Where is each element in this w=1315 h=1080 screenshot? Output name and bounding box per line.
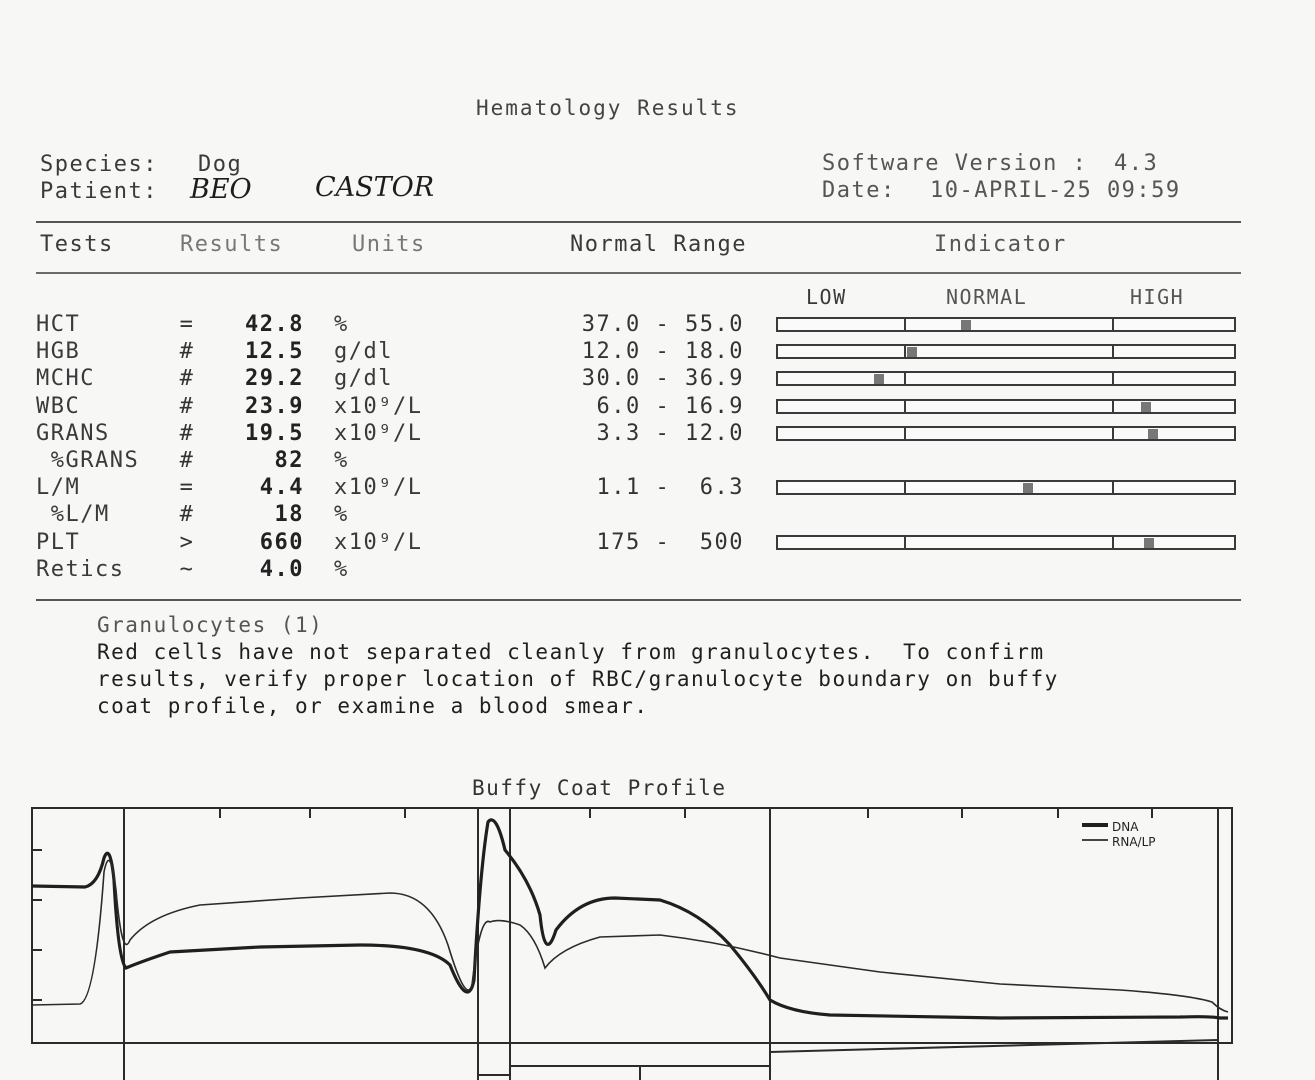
indicator-bar: [776, 480, 1236, 495]
test-name: %GRANS: [36, 448, 140, 473]
header-rule: [36, 221, 1241, 223]
indicator-marker: [1023, 483, 1033, 493]
result-value: 19.5: [245, 421, 304, 446]
indicator-marker: [1148, 429, 1158, 439]
flag: #: [179, 339, 195, 364]
indicator-bar: [776, 371, 1236, 386]
legend-rna-label: RNA/LP: [1112, 835, 1156, 849]
test-name: MCHC: [36, 366, 95, 391]
results-bottom-rule: [36, 599, 1241, 601]
indicator-marker: [907, 347, 917, 357]
test-name: GRANS: [36, 421, 110, 446]
flag: #: [179, 394, 195, 419]
patient-last-name: CASTOR: [315, 172, 435, 203]
chart-legend: [1082, 820, 1156, 849]
result-value: 29.2: [245, 366, 304, 391]
indicator-high-label: HIGH: [1130, 285, 1185, 309]
indicator-low-label: LOW: [806, 285, 847, 309]
indicator-marker: [1141, 402, 1151, 412]
chart-ticks: [32, 808, 1152, 1000]
col-results: Results: [180, 232, 284, 257]
indicator-divider: [904, 535, 906, 550]
result-value: 12.5: [245, 339, 304, 364]
flag: =: [179, 475, 195, 500]
date-label: Date:: [822, 178, 896, 203]
indicator-bar: [776, 399, 1236, 414]
normal-range: 1.1 - 6.3: [596, 475, 744, 500]
chart-frame: [32, 808, 1232, 1080]
indicator-divider: [904, 317, 906, 332]
normal-range: 12.0 - 18.0: [581, 339, 744, 364]
unit: x10⁹/L: [334, 530, 423, 555]
indicator-divider: [1112, 426, 1114, 441]
legend-dna-label: DNA: [1112, 820, 1139, 834]
indicator-bar: [776, 344, 1236, 359]
normal-range: 175 - 500: [596, 530, 744, 555]
rna-lp-curve: [32, 860, 1228, 1012]
flag: #: [179, 502, 195, 527]
unit: %: [334, 502, 349, 527]
software-label: Software Version :: [822, 151, 1088, 176]
indicator-divider: [1112, 371, 1114, 386]
note-line-1: Red cells have not separated cleanly from granulocytes. To confirm: [97, 640, 1045, 664]
test-name: PLT: [36, 530, 81, 555]
test-name: HGB: [36, 339, 81, 364]
unit: %: [334, 557, 349, 582]
software-version: 4.3: [1114, 151, 1159, 176]
dna-curve: [32, 820, 1228, 1018]
col-tests: Tests: [40, 232, 114, 257]
normal-range: 3.3 - 12.0: [596, 421, 744, 446]
species-label: Species:: [40, 152, 158, 177]
unit: %: [334, 312, 349, 337]
columns-rule: [36, 272, 1241, 274]
unit: x10⁹/L: [334, 421, 423, 446]
flag: #: [179, 366, 195, 391]
indicator-divider: [904, 344, 906, 359]
result-value: 660: [259, 530, 304, 555]
indicator-divider: [904, 399, 906, 414]
note-line-2: results, verify proper location of RBC/granulocyte boundary on buffy: [97, 667, 1059, 691]
indicator-divider: [1112, 535, 1114, 550]
indicator-marker: [1144, 538, 1154, 548]
normal-range: 30.0 - 36.9: [581, 366, 744, 391]
indicator-divider: [1112, 344, 1114, 359]
test-name: HCT: [36, 312, 81, 337]
flag: #: [179, 448, 195, 473]
unit: g/dl: [334, 366, 393, 391]
indicator-divider: [1112, 317, 1114, 332]
patient-first-name: BEO: [190, 174, 252, 205]
test-name: Retics: [36, 557, 125, 582]
indicator-bar: [776, 317, 1236, 332]
patient-label: Patient:: [40, 179, 158, 204]
date-value: 10-APRIL-25 09:59: [930, 178, 1181, 203]
flag: ~: [179, 557, 195, 582]
col-indicator: Indicator: [934, 232, 1067, 257]
unit: g/dl: [334, 339, 393, 364]
indicator-divider: [1112, 480, 1114, 495]
result-value: 4.0: [259, 557, 304, 582]
indicator-divider: [904, 426, 906, 441]
normal-range: 37.0 - 55.0: [581, 312, 744, 337]
profile-title: Buffy Coat Profile: [472, 776, 727, 800]
indicator-bar: [776, 535, 1236, 550]
result-value: 23.9: [245, 394, 304, 419]
indicator-marker: [874, 374, 884, 384]
indicator-bar: [776, 426, 1236, 441]
unit: x10⁹/L: [334, 394, 423, 419]
result-value: 82: [274, 448, 304, 473]
indicator-divider: [1112, 399, 1114, 414]
unit: x10⁹/L: [334, 475, 423, 500]
test-name: %L/M: [36, 502, 110, 527]
indicator-divider: [904, 480, 906, 495]
flag: #: [179, 421, 195, 446]
test-name: WBC: [36, 394, 81, 419]
result-value: 42.8: [245, 312, 304, 337]
result-value: 4.4: [259, 475, 304, 500]
unit: %: [334, 448, 349, 473]
result-value: 18: [274, 502, 304, 527]
species-value: Dog: [198, 152, 243, 177]
test-name: L/M: [36, 475, 81, 500]
indicator-normal-label: NORMAL: [946, 285, 1028, 309]
col-normal-range: Normal Range: [570, 232, 747, 257]
indicator-divider: [904, 371, 906, 386]
col-units: Units: [352, 232, 426, 257]
indicator-marker: [961, 320, 971, 330]
note-heading: Granulocytes (1): [97, 613, 324, 637]
report-title: Hematology Results: [476, 96, 740, 120]
note-line-3: coat profile, or examine a blood smear.: [97, 694, 649, 718]
flag: =: [179, 312, 195, 337]
normal-range: 6.0 - 16.9: [596, 394, 744, 419]
flag: >: [179, 530, 195, 555]
